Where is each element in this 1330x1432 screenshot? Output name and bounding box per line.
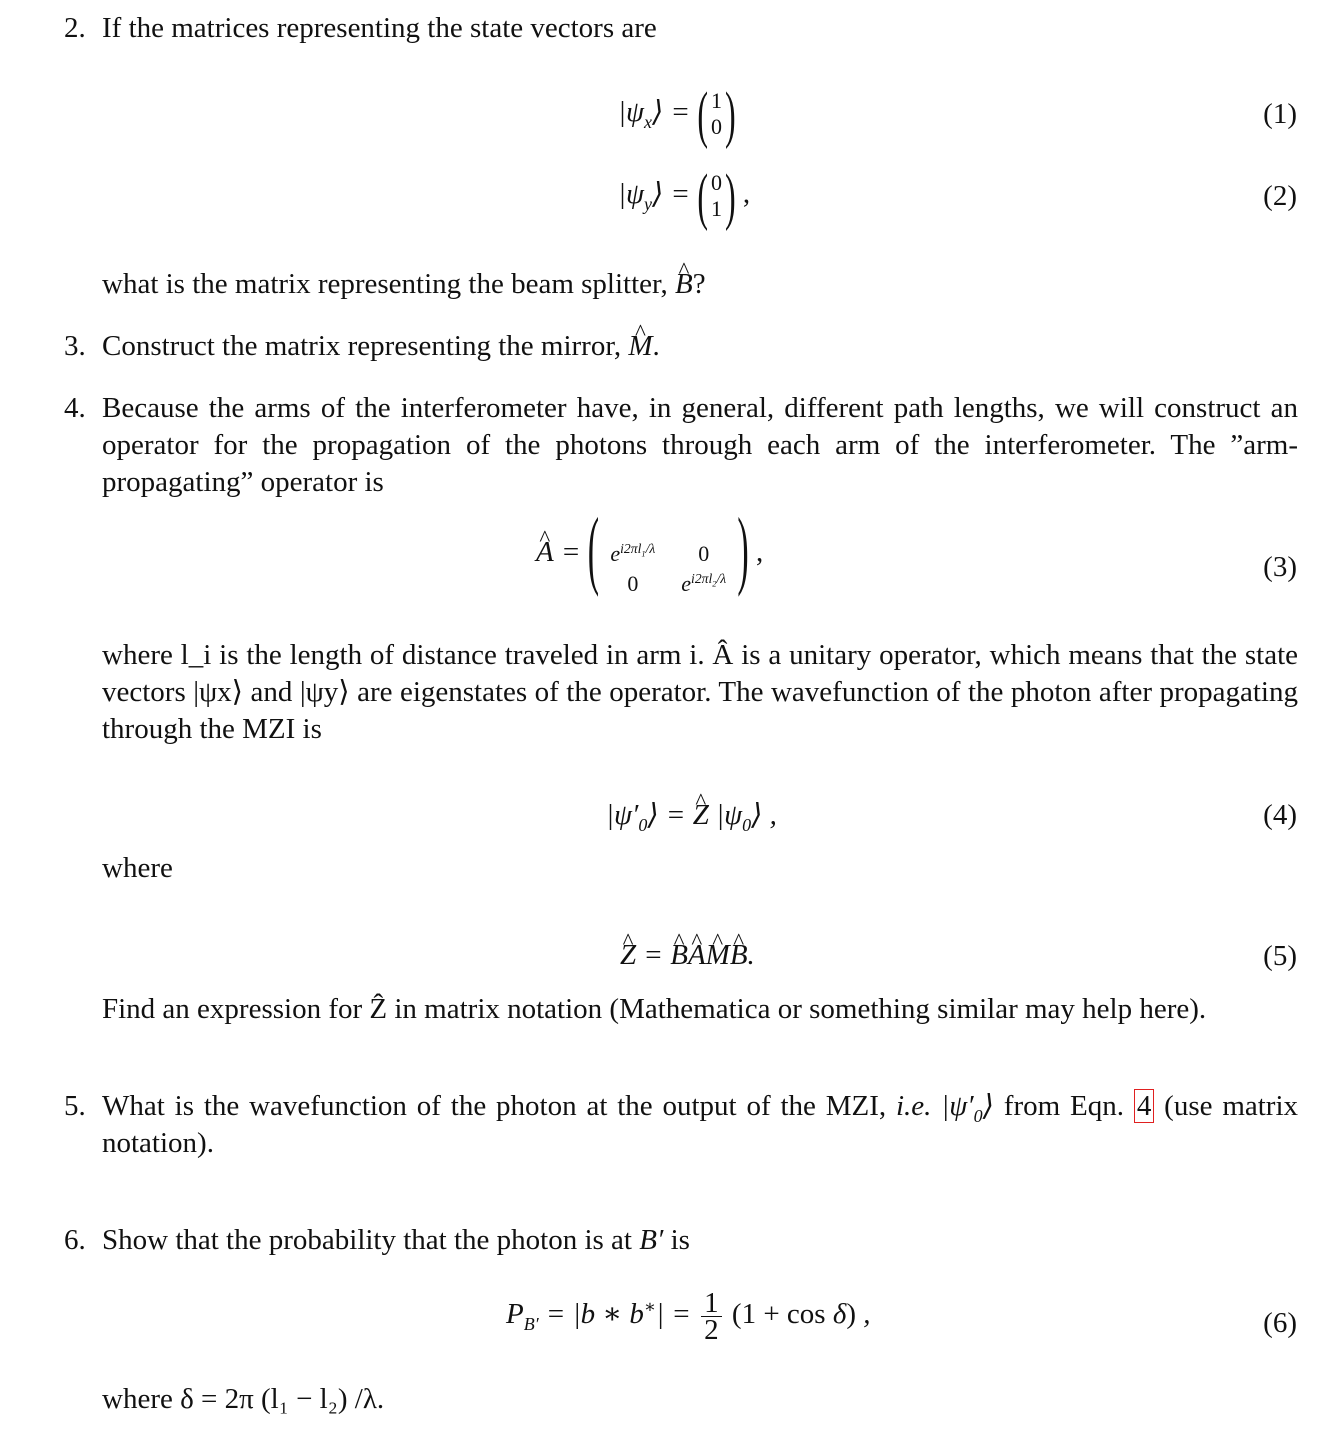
item-4-text: Because the arms of the interferometer have, in general, different path lengths, we will construct an operator for the propagation of the photons through each arm of the interferometer. The ”arm-propagating” operator is — [102, 392, 1298, 498]
item-3-text: Construct the matrix representing the mirror, ^ M. — [102, 328, 1298, 365]
item-4-paragraph-3: Find an expression for Ẑ in matrix notation (Mathematica or something similar may help here). — [102, 993, 1207, 1025]
equation-1: $|\psi_x⟩$ = ( 1 0 ) — [618, 77, 736, 149]
equation-1-tag: (1) — [1263, 98, 1297, 130]
equation-3: ^ A = ( $e^{i2\pi l_1/\lambda}$ 0 0 $e^{i2\pi l_2/\lambda}$ ) , — [536, 532, 763, 597]
item-6-number: 6. — [64, 1224, 86, 1256]
equation-2-tag: (2) — [1263, 180, 1297, 212]
item-6-text: Show that the probability that the photon is at B′ is — [102, 1224, 690, 1256]
equation-5: ^ Z = ^ B^ A^ M^ B. — [620, 937, 755, 974]
item-4-paragraph-2: where l_i is the length of distance traveled in arm i. Â is a unitary operator, which means that the state vectors |ψx⟩ and |ψy⟩ are eigenstates of the operator. The wavefunction of the photon after propagating through the MZI is — [102, 639, 1298, 745]
item-4-where: where — [102, 852, 173, 884]
equation-5-tag: (5) — [1263, 940, 1297, 972]
item-2-text: If the matrices representing the state vectors are — [102, 12, 657, 44]
item-6-where: where δ = 2π (l₁ − l₂) /λ. — [102, 1383, 385, 1415]
item-2-number: 2. — [64, 12, 86, 44]
equation-4-reference-link[interactable]: 4 — [1134, 1089, 1155, 1123]
item-5-text: What is the wavefunction of the photon at the output of the MZI, i.e. $|\psi'_0⟩$ from Eqn. 4 (use matrix notation). — [102, 1090, 1299, 1159]
item-5-number: 5. — [64, 1090, 86, 1122]
item-4-number: 4. — [64, 392, 86, 424]
equation-3-tag: (3) — [1263, 551, 1297, 583]
equation-2: $|\psi_y⟩$ = ( 0 1 ) , — [618, 159, 751, 231]
equation-6-tag: (6) — [1263, 1307, 1297, 1339]
equation-4: $|\psi'_0⟩$ = ^ Z $|\psi_0⟩$ , — [606, 797, 777, 834]
equation-6: $P_{B'} = |b$ ∗ b∗| = $\frac{1}{2}$ (1 + cos δ) , — [506, 1287, 871, 1346]
item-3-number: 3. — [64, 330, 86, 362]
equation-4-tag: (4) — [1263, 799, 1297, 831]
item-2-question: what is the matrix representing the beam splitter, ^ B? — [102, 266, 1298, 303]
